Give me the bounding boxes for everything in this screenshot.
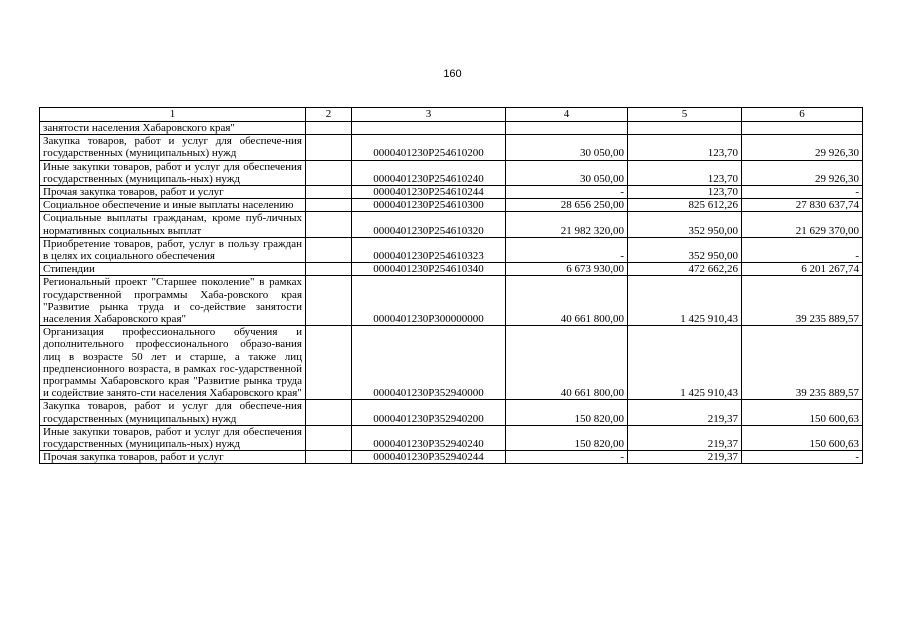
row-approved: 21 982 320,00 (506, 212, 628, 237)
row-code: 0000401230P352940244 (352, 451, 506, 464)
table-row (40, 263, 863, 276)
row-code: 0000401230P254610244 (352, 186, 506, 199)
column-header: 2 (306, 108, 352, 122)
column-header: 1 (40, 108, 306, 122)
row-code: 0000401230P254610200 (352, 135, 506, 160)
row-executed: 352 950,00 (628, 212, 742, 237)
row-approved: - (506, 237, 628, 262)
row-executed: 219,37 (628, 451, 742, 464)
row-approved: 28 656 250,00 (506, 199, 628, 212)
row-executed: 1 425 910,43 (628, 276, 742, 326)
row-executed: 123,70 (628, 135, 742, 160)
row-remaining (742, 122, 863, 135)
row-code: 0000401230P254610323 (352, 237, 506, 262)
row-approved: 150 820,00 (506, 400, 628, 425)
row-remaining: 6 201 267,74 (742, 263, 863, 276)
row-name: Социальные выплаты гражданам, кроме пуб-личных нормативных социальных выплат (40, 212, 306, 237)
row-col2 (306, 326, 352, 400)
row-name: Закупка товаров, работ и услуг для обеспече-ния государственных (муниципальных) нужд (40, 400, 306, 425)
table-row (40, 135, 863, 160)
row-approved: 40 661 800,00 (506, 326, 628, 400)
row-remaining: - (742, 186, 863, 199)
row-code: 0000401230P254610300 (352, 199, 506, 212)
row-code: 0000401230P254610340 (352, 263, 506, 276)
column-header: 6 (742, 108, 863, 122)
table-row (40, 425, 863, 450)
row-name: Иные закупки товаров, работ и услуг для обеспечения государственных (муниципаль-ных) нужд (40, 425, 306, 450)
table-row (40, 122, 863, 135)
row-col2 (306, 237, 352, 262)
row-col2 (306, 186, 352, 199)
row-name: Закупка товаров, работ и услуг для обеспече-ния государственных (муниципальных) нужд (40, 135, 306, 160)
row-executed: 219,37 (628, 400, 742, 425)
row-remaining: - (742, 451, 863, 464)
row-remaining: 150 600,63 (742, 400, 863, 425)
row-executed: 352 950,00 (628, 237, 742, 262)
row-col2 (306, 212, 352, 237)
row-name: Стипендии (40, 263, 306, 276)
column-header: 3 (352, 108, 506, 122)
row-code: 0000401230P352940240 (352, 425, 506, 450)
row-code (352, 122, 506, 135)
row-approved: - (506, 451, 628, 464)
table-row (40, 160, 863, 185)
budget-table (39, 107, 863, 464)
table-row (40, 451, 863, 464)
row-col2 (306, 122, 352, 135)
column-header: 4 (506, 108, 628, 122)
row-code: 0000401230P352940200 (352, 400, 506, 425)
page-number: 160 (443, 68, 462, 80)
row-executed: 219,37 (628, 425, 742, 450)
row-remaining: 39 235 889,57 (742, 276, 863, 326)
row-col2 (306, 276, 352, 326)
row-approved: 30 050,00 (506, 160, 628, 185)
table-row (40, 276, 863, 326)
row-col2 (306, 135, 352, 160)
table-row (40, 237, 863, 262)
row-executed (628, 122, 742, 135)
row-name: Приобретение товаров, работ, услуг в пользу граждан в целях их социального обеспечения (40, 237, 306, 262)
row-col2 (306, 451, 352, 464)
row-remaining: 29 926,30 (742, 135, 863, 160)
row-col2 (306, 425, 352, 450)
row-approved: 150 820,00 (506, 425, 628, 450)
row-name: занятости населения Хабаровского края" (40, 122, 306, 135)
table-row (40, 199, 863, 212)
row-name: Прочая закупка товаров, работ и услуг (40, 186, 306, 199)
row-approved: 40 661 800,00 (506, 276, 628, 326)
row-col2 (306, 199, 352, 212)
row-name: Иные закупки товаров, работ и услуг для обеспечения государственных (муниципаль-ных) нужд (40, 160, 306, 185)
row-remaining: 21 629 370,00 (742, 212, 863, 237)
row-name: Региональный проект "Старшее поколение" в рамках государственной программы Хаба-ровского края "Развитие рынка труда и со-действие занятости населения Хабаровского края" (40, 276, 306, 326)
table-row (40, 212, 863, 237)
table-header-row (40, 108, 863, 122)
row-executed: 123,70 (628, 186, 742, 199)
row-code: 0000401230P300000000 (352, 276, 506, 326)
table-row (40, 186, 863, 199)
row-remaining: - (742, 237, 863, 262)
row-col2 (306, 263, 352, 276)
row-remaining: 27 830 637,74 (742, 199, 863, 212)
row-approved: 30 050,00 (506, 135, 628, 160)
row-executed: 472 662,26 (628, 263, 742, 276)
row-col2 (306, 160, 352, 185)
table-row (40, 326, 863, 400)
row-remaining: 150 600,63 (742, 425, 863, 450)
row-approved (506, 122, 628, 135)
row-name: Прочая закупка товаров, работ и услуг (40, 451, 306, 464)
row-remaining: 39 235 889,57 (742, 326, 863, 400)
row-code: 0000401230P254610240 (352, 160, 506, 185)
row-executed: 825 612,26 (628, 199, 742, 212)
row-name: Социальное обеспечение и иные выплаты населению (40, 199, 306, 212)
row-code: 0000401230P352940000 (352, 326, 506, 400)
row-executed: 1 425 910,43 (628, 326, 742, 400)
row-executed: 123,70 (628, 160, 742, 185)
row-name: Организация профессионального обучения и дополнительного профессионального образо-вания лиц в возрасте 50 лет и старше, а также лиц предпенсионного возраста, в рамках гос-ударственной программы Хабаровского края "Развитие рынка труда и содействие занято-сти населения Хабаровского края" (40, 326, 306, 400)
row-remaining: 29 926,30 (742, 160, 863, 185)
column-header: 5 (628, 108, 742, 122)
row-code: 0000401230P254610320 (352, 212, 506, 237)
row-approved: 6 673 930,00 (506, 263, 628, 276)
table-row (40, 400, 863, 425)
row-col2 (306, 400, 352, 425)
row-approved: - (506, 186, 628, 199)
